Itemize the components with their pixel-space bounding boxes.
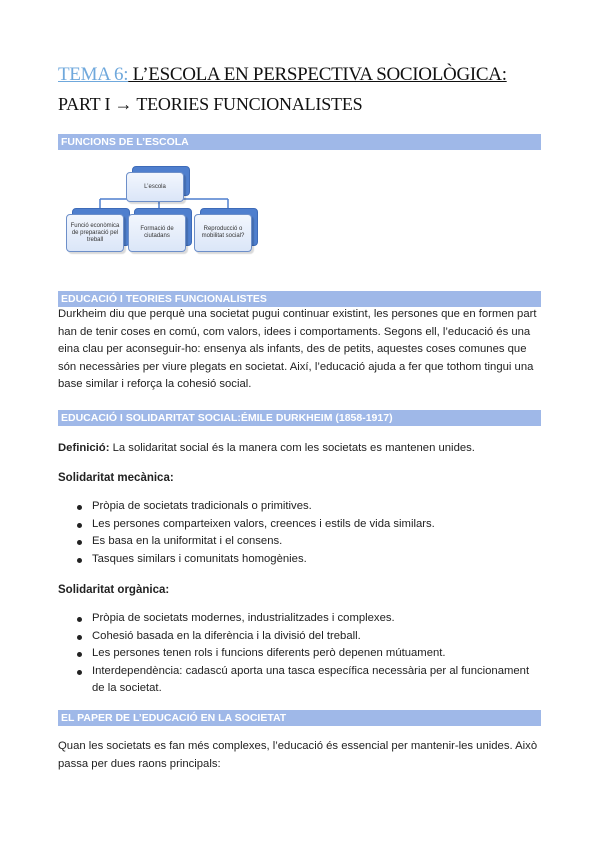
bullet-icon (77, 505, 82, 510)
paper-paragraph: Quan les societats es fan més complexes, l’educació és essencial per mantenir-les unides. Això passa per dues raons principals: (58, 740, 538, 770)
list-item: Cohesió basada en la diferència i la divisió del treball. (58, 628, 542, 646)
section-heading-solidaritat: EDUCACIÓ I SOLIDARITAT SOCIAL:ÉMILE DURKHEIM (1858-1917) (58, 410, 541, 426)
bullet-icon (77, 523, 82, 528)
definition-label: Definició: (58, 442, 110, 454)
list-item: Es basa en la uniformitat i el consens. (58, 533, 542, 551)
title-rest: L’ESCOLA EN PERSPECTIVA SOCIOLÒGICA: (128, 64, 507, 85)
bullet-icon (77, 558, 82, 563)
mecanica-title: Solidaritat mecànica: (58, 472, 174, 484)
bullet-icon (77, 635, 82, 640)
diagram-child-node-1: Funció econòmica de preparació pel treball (66, 214, 124, 252)
title-lead: TEMA 6: (58, 64, 129, 85)
bullet-icon (77, 652, 82, 657)
organica-list (58, 610, 542, 698)
diagram-child-node-2: Formació de ciutadans (128, 214, 186, 252)
section-heading-funcions: FUNCIONS DE L’ESCOLA (58, 134, 541, 150)
bullet-icon (77, 617, 82, 622)
section-heading-paper: EL PAPER DE L’EDUCACIÓ EN LA SOCIETAT (58, 710, 541, 726)
bullet-icon (77, 670, 82, 675)
list-item: Les persones comparteixen valors, creences i estils de vida similars. (58, 516, 542, 534)
bullet-icon (77, 540, 82, 545)
list-item: Pròpia de societats tradicionals o primitives. (58, 498, 542, 516)
list-item: Les persones tenen rols i funcions diferents però depenen mútuament. (58, 645, 542, 663)
educacio-paragraph: Durkheim diu que perquè una societat pugui continuar existint, les persones que en formen part han de tenir coses en comú, com valors, idees i comportaments. Segons ell, l’educació és una eina clau per aconseguir-ho: ensenya als infants, des de petits, aquestes coses comunes que són necessàries per viure plegats en societat. Així, l’educació ajuda a fer que tothom tingui una base similar i reforça la cohesió social. (58, 308, 537, 390)
diagram-child-node-3: Reproducció o mobilitat social? (194, 214, 252, 252)
list-item: Pròpia de societats modernes, industrialitzades i complexes. (58, 610, 542, 628)
list-item: Tasques similars i comunitats homogènies. (58, 551, 542, 569)
mecanica-list (58, 498, 542, 568)
list-item: Interdependència: cadascú aporta una tasca específica necessària per al funcionament de la societat. (58, 663, 542, 698)
section-heading-educacio: EDUCACIÓ I TEORIES FUNCIONALISTES (58, 291, 541, 307)
definition-paragraph (58, 440, 542, 458)
definition-text: La solidaritat social és la manera com les societats es mantenen unides. (109, 442, 475, 454)
page-subtitle: PART I → TEORIES FUNCIONALISTES (58, 94, 363, 114)
organica-title: Solidaritat orgànica: (58, 584, 170, 596)
diagram-root-node: L’escola (126, 172, 184, 202)
